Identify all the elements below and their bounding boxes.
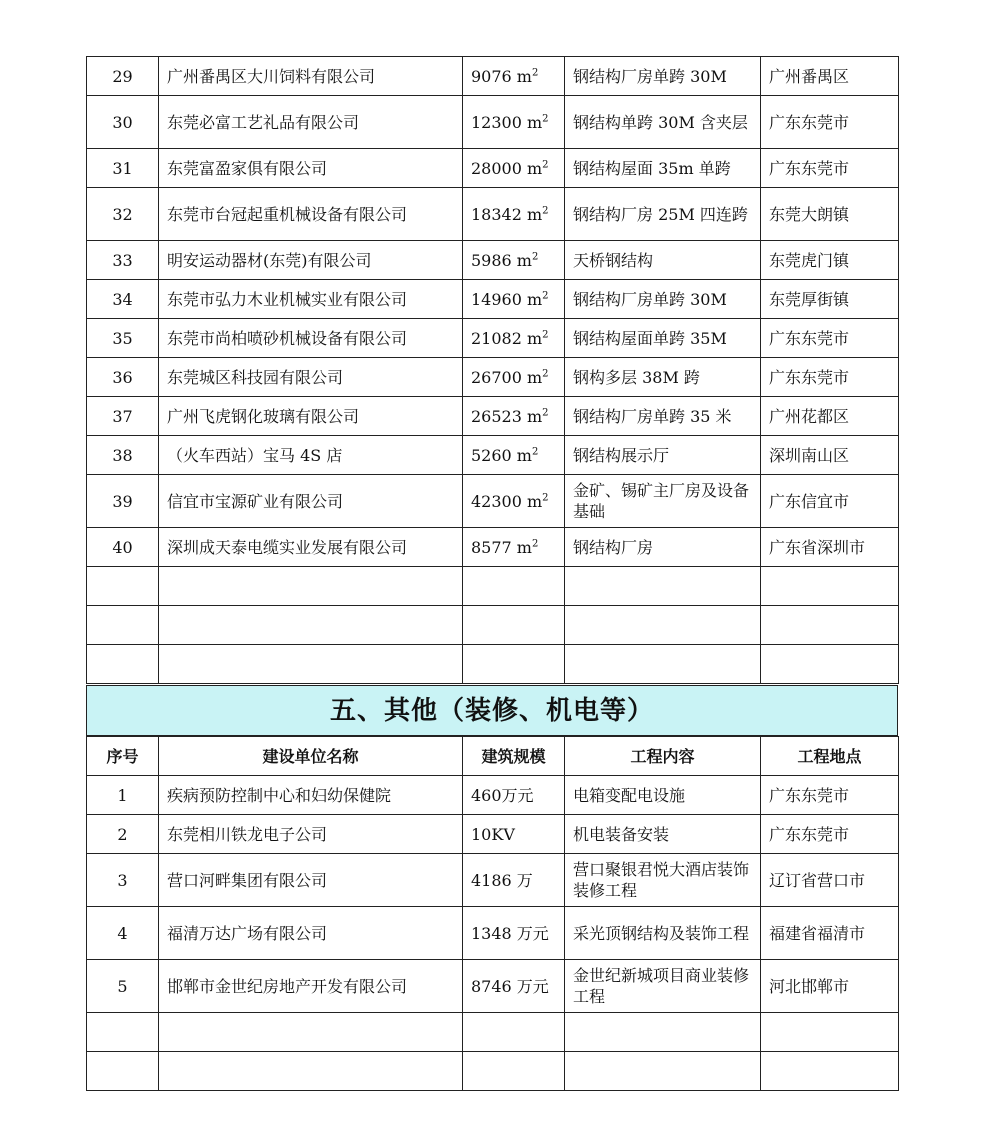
empty-cell: [761, 1013, 899, 1052]
cell-scale-text: 9076 m: [471, 66, 532, 86]
section-title: 五、其他（装修、机电等）: [86, 685, 898, 736]
cell-location: [761, 436, 899, 475]
cell-no: [87, 815, 159, 854]
cell-unit: [159, 397, 463, 436]
cell-no: [87, 188, 159, 241]
table-row: [87, 815, 899, 854]
cell-unit: [159, 436, 463, 475]
empty-cell: [87, 1013, 159, 1052]
cell-location: [761, 960, 899, 1013]
cell-unit-text: 信宜市宝源矿业有限公司: [167, 491, 344, 511]
cell-location-text: 广东东莞市: [769, 158, 850, 178]
cell-unit-text: 福清万达广场有限公司: [167, 923, 328, 943]
cell-location-text: 东莞大朗镇: [769, 204, 850, 224]
table-row: [87, 475, 899, 528]
table-row: [87, 776, 899, 815]
cell-content-text: 采光顶钢结构及装饰工程: [573, 923, 750, 943]
cell-unit-text: 营口河畔集团有限公司: [167, 870, 328, 890]
cell-location-text: 广东信宜市: [769, 491, 850, 511]
cell-no-text: 33: [112, 250, 133, 270]
cell-location: [761, 854, 899, 907]
cell-scale-text: 21082 m: [471, 328, 543, 348]
cell-scale-text: 4186 万: [471, 870, 533, 890]
projects-table-steel: [86, 56, 899, 684]
cell-location: [761, 397, 899, 436]
cell-scale: [463, 960, 565, 1013]
cell-content: [565, 528, 761, 567]
cell-unit: [159, 96, 463, 149]
unit-superscript: 2: [531, 67, 539, 79]
cell-content-text: 钢结构屋面 35m 单跨: [573, 158, 731, 178]
table-row: [87, 280, 899, 319]
cell-no-text: 4: [117, 923, 128, 943]
empty-cell: [87, 567, 159, 606]
cell-content: [565, 854, 761, 907]
cell-no-text: 31: [112, 158, 133, 178]
unit-superscript: 2: [542, 113, 549, 125]
cell-no-text: 39: [112, 491, 133, 511]
unit-superscript: 2: [531, 251, 539, 263]
cell-no-text: 32: [112, 204, 133, 224]
cell-content-text: 钢结构展示厅: [573, 445, 670, 465]
cell-unit: [159, 960, 463, 1013]
cell-location: [761, 57, 899, 96]
cell-content: [565, 475, 761, 528]
table-row: [87, 188, 899, 241]
empty-row: [87, 567, 899, 606]
cell-location: [761, 475, 899, 528]
cell-unit-text: 东莞市台冠起重机械设备有限公司: [167, 204, 408, 224]
empty-cell: [565, 645, 761, 684]
table-row: [87, 528, 899, 567]
cell-scale: [463, 815, 565, 854]
cell-scale: [463, 96, 565, 149]
cell-content: [565, 960, 761, 1013]
cell-scale: [463, 475, 565, 528]
cell-location: [761, 907, 899, 960]
cell-location-text: 广东东莞市: [769, 367, 850, 387]
cell-unit-text: 东莞相川铁龙电子公司: [167, 824, 328, 844]
cell-no-text: 2: [117, 824, 128, 844]
cell-no-text: 3: [117, 870, 128, 890]
cell-no-text: 30: [112, 112, 133, 132]
cell-location-text: 辽订省营口市: [769, 870, 866, 890]
cell-location-text: 广东东莞市: [769, 328, 850, 348]
cell-no: [87, 907, 159, 960]
empty-cell: [159, 1013, 463, 1052]
cell-content-text: 钢结构单跨 30M 含夹层: [573, 112, 748, 132]
cell-content: [565, 815, 761, 854]
cell-no: [87, 436, 159, 475]
cell-location-text: 东莞虎门镇: [769, 250, 850, 270]
cell-location: [761, 528, 899, 567]
header-content: 工程内容: [565, 737, 761, 776]
cell-unit-text: 疾病预防控制中心和妇幼保健院: [167, 785, 392, 805]
unit-superscript: 2: [542, 368, 549, 380]
cell-location: [761, 241, 899, 280]
empty-cell: [761, 645, 899, 684]
cell-content: [565, 96, 761, 149]
cell-scale-text: 460万元: [471, 785, 534, 805]
cell-unit: [159, 57, 463, 96]
cell-unit: [159, 280, 463, 319]
empty-cell: [87, 645, 159, 684]
cell-unit: [159, 907, 463, 960]
cell-scale: [463, 188, 565, 241]
cell-unit-text: 东莞市尚柏喷砂机械设备有限公司: [167, 328, 408, 348]
unit-superscript: 2: [531, 446, 539, 458]
cell-scale-text: 12300 m: [471, 112, 543, 132]
cell-scale: [463, 528, 565, 567]
table-row: [87, 96, 899, 149]
cell-no-text: 37: [112, 406, 133, 426]
cell-scale-text: 10KV: [471, 824, 515, 844]
cell-content-text: 钢结构厂房单跨 35 米: [573, 406, 732, 426]
cell-location: [761, 815, 899, 854]
cell-scale: [463, 397, 565, 436]
cell-no-text: 5: [117, 976, 128, 996]
table-row: [87, 241, 899, 280]
cell-scale-text: 5260 m: [471, 445, 532, 465]
cell-unit: [159, 528, 463, 567]
cell-content-text: 天桥钢结构: [573, 250, 654, 270]
cell-unit: [159, 188, 463, 241]
cell-location-text: 广州花都区: [769, 406, 850, 426]
empty-cell: [159, 1052, 463, 1091]
empty-cell: [159, 645, 463, 684]
cell-location: [761, 358, 899, 397]
projects-table-other-body: [87, 776, 899, 1091]
cell-no-text: 29: [112, 66, 133, 86]
table-row: [87, 57, 899, 96]
cell-unit: [159, 475, 463, 528]
empty-cell: [565, 1013, 761, 1052]
table-row: [87, 854, 899, 907]
empty-cell: [463, 645, 565, 684]
empty-cell: [761, 1052, 899, 1091]
cell-no: [87, 319, 159, 358]
cell-scale-text: 18342 m: [471, 204, 543, 224]
empty-cell: [565, 606, 761, 645]
cell-unit-text: 东莞城区科技园有限公司: [167, 367, 344, 387]
unit-superscript: 2: [542, 329, 549, 341]
cell-content-text: 钢结构屋面单跨 35M: [573, 328, 727, 348]
empty-cell: [565, 567, 761, 606]
cell-unit-text: 广州番禺区大川饲料有限公司: [167, 66, 376, 86]
cell-content-text: 钢结构厂房: [573, 537, 654, 557]
empty-cell: [565, 1052, 761, 1091]
cell-unit: [159, 854, 463, 907]
cell-scale-text: 5986 m: [471, 250, 532, 270]
cell-scale-text: 14960 m: [471, 289, 543, 309]
cell-no: [87, 960, 159, 1013]
cell-scale: [463, 907, 565, 960]
table-row: [87, 907, 899, 960]
cell-location-text: 广东东莞市: [769, 785, 850, 805]
cell-location: [761, 280, 899, 319]
projects-table-other: [86, 736, 899, 1091]
cell-unit: [159, 815, 463, 854]
cell-scale-text: 8577 m: [471, 537, 532, 557]
cell-content-text: 机电装备安装: [573, 824, 670, 844]
cell-location-text: 广州番禺区: [769, 66, 850, 86]
cell-scale: [463, 241, 565, 280]
cell-scale-text: 26523 m: [471, 406, 543, 426]
empty-cell: [159, 606, 463, 645]
cell-scale: [463, 854, 565, 907]
cell-unit-text: 明安运动器材(东莞)有限公司: [167, 250, 372, 270]
cell-unit: [159, 319, 463, 358]
cell-no-text: 35: [112, 328, 133, 348]
unit-superscript: 2: [542, 205, 549, 217]
cell-content-text: 金矿、锡矿主厂房及设备基础: [573, 481, 750, 521]
cell-content-text: 金世纪新城项目商业装修工程: [573, 966, 750, 1006]
cell-scale: [463, 776, 565, 815]
cell-content: [565, 149, 761, 188]
cell-unit: [159, 776, 463, 815]
projects-table-steel-body: [87, 57, 899, 684]
header-unit: 建设单位名称: [159, 737, 463, 776]
empty-cell: [87, 1052, 159, 1091]
cell-unit-text: 东莞富盈家俱有限公司: [167, 158, 328, 178]
cell-content-text: 钢构多层 38M 跨: [573, 367, 700, 387]
cell-location-text: 深圳南山区: [769, 445, 850, 465]
cell-unit-text: 邯郸市金世纪房地产开发有限公司: [167, 976, 408, 996]
cell-unit-text: 广州飞虎钢化玻璃有限公司: [167, 406, 360, 426]
unit-superscript: 2: [531, 538, 539, 550]
cell-no: [87, 57, 159, 96]
cell-location: [761, 319, 899, 358]
cell-location-text: 河北邯郸市: [769, 976, 850, 996]
cell-location: [761, 96, 899, 149]
cell-no: [87, 475, 159, 528]
table-row: [87, 436, 899, 475]
cell-location: [761, 149, 899, 188]
empty-row: [87, 1052, 899, 1091]
cell-no-text: 38: [112, 445, 133, 465]
cell-content: [565, 436, 761, 475]
cell-no: [87, 776, 159, 815]
cell-no-text: 34: [112, 289, 133, 309]
cell-content-text: 钢结构厂房单跨 30M: [573, 66, 727, 86]
cell-no-text: 36: [112, 367, 133, 387]
cell-unit: [159, 149, 463, 188]
empty-cell: [463, 567, 565, 606]
unit-superscript: 2: [542, 407, 549, 419]
cell-unit-text: 东莞必富工艺礼品有限公司: [167, 112, 360, 132]
cell-no: [87, 854, 159, 907]
cell-content: [565, 280, 761, 319]
empty-cell: [761, 567, 899, 606]
empty-cell: [463, 606, 565, 645]
cell-content-text: 电箱变配电设施: [573, 785, 686, 805]
empty-cell: [761, 606, 899, 645]
cell-content: [565, 907, 761, 960]
header-location: 工程地点: [761, 737, 899, 776]
cell-location-text: 福建省福清市: [769, 923, 866, 943]
cell-scale-text: 8746 万元: [471, 976, 549, 996]
cell-no: [87, 96, 159, 149]
empty-cell: [87, 606, 159, 645]
table-row: [87, 960, 899, 1013]
unit-superscript: 2: [542, 492, 549, 504]
cell-content-text: 营口聚银君悦大酒店装饰装修工程: [573, 860, 750, 900]
empty-cell: [159, 567, 463, 606]
cell-no: [87, 528, 159, 567]
empty-row: [87, 606, 899, 645]
cell-no: [87, 149, 159, 188]
cell-content: [565, 319, 761, 358]
empty-cell: [463, 1013, 565, 1052]
cell-content: [565, 241, 761, 280]
cell-scale: [463, 358, 565, 397]
cell-scale-text: 1348 万元: [471, 923, 549, 943]
cell-unit-text: 东莞市弘力木业机械实业有限公司: [167, 289, 408, 309]
cell-content-text: 钢结构厂房 25M 四连跨: [573, 204, 748, 224]
cell-scale-text: 42300 m: [471, 491, 543, 511]
cell-scale: [463, 436, 565, 475]
cell-location-text: 广东省深圳市: [769, 537, 866, 557]
table-row: [87, 358, 899, 397]
table-row: [87, 319, 899, 358]
cell-unit-text: （火车西站）宝马 4S 店: [167, 445, 343, 465]
cell-no: [87, 358, 159, 397]
cell-scale: [463, 280, 565, 319]
header-no: 序号: [87, 737, 159, 776]
cell-content: [565, 358, 761, 397]
table-header-row: [87, 737, 899, 776]
cell-location: [761, 776, 899, 815]
cell-scale-text: 28000 m: [471, 158, 543, 178]
cell-content-text: 钢结构厂房单跨 30M: [573, 289, 727, 309]
cell-scale-text: 26700 m: [471, 367, 543, 387]
cell-content: [565, 188, 761, 241]
cell-unit-text: 深圳成天泰电缆实业发展有限公司: [167, 537, 408, 557]
cell-scale: [463, 319, 565, 358]
cell-content: [565, 57, 761, 96]
cell-unit: [159, 358, 463, 397]
cell-location: [761, 188, 899, 241]
empty-row: [87, 1013, 899, 1052]
cell-no-text: 1: [117, 785, 128, 805]
cell-content: [565, 776, 761, 815]
empty-cell: [463, 1052, 565, 1091]
cell-no: [87, 241, 159, 280]
cell-location-text: 广东东莞市: [769, 112, 850, 132]
cell-location-text: 东莞厚街镇: [769, 289, 850, 309]
table-row: [87, 397, 899, 436]
unit-superscript: 2: [542, 290, 549, 302]
cell-location-text: 广东东莞市: [769, 824, 850, 844]
cell-unit: [159, 241, 463, 280]
table-row: [87, 149, 899, 188]
header-scale: 建筑规模: [463, 737, 565, 776]
cell-no-text: 40: [112, 537, 133, 557]
cell-scale: [463, 57, 565, 96]
cell-no: [87, 280, 159, 319]
cell-scale: [463, 149, 565, 188]
unit-superscript: 2: [542, 159, 549, 171]
empty-row: [87, 645, 899, 684]
cell-content: [565, 397, 761, 436]
cell-no: [87, 397, 159, 436]
